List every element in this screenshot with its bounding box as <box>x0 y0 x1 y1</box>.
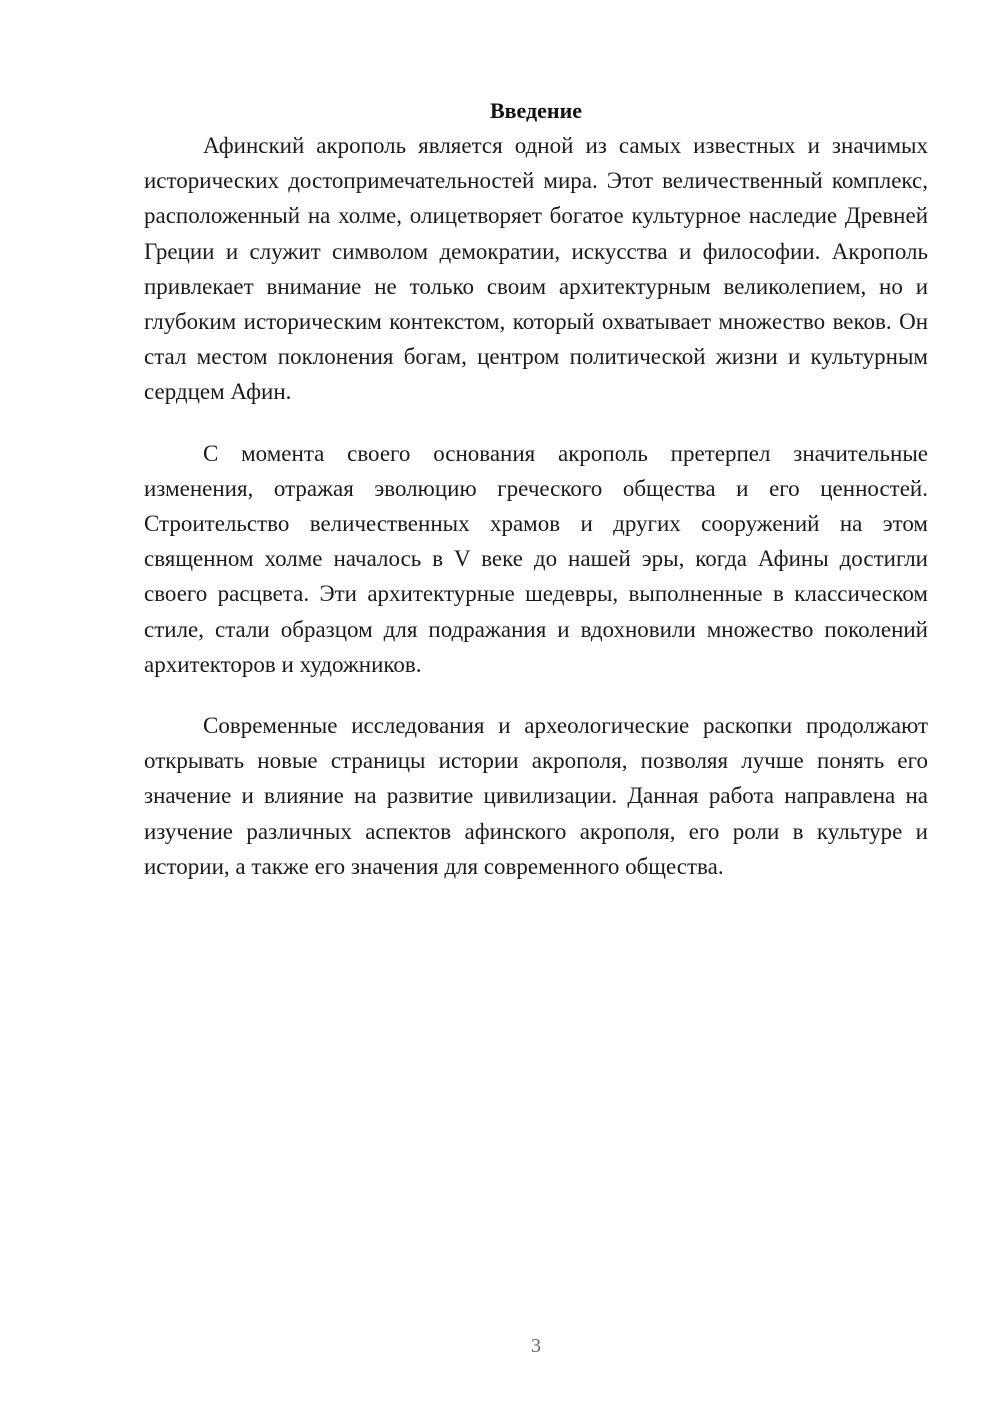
paragraph-2: С момента своего основания акрополь претерпел значительные изменения, отражая эволюцию греческого общества и его ценностей. Строительство величественных храмов и других сооружений на этом священном холме началось в V веке до нашей эры, когда Афины достигли своего расцвета. Эти архитектурные шедевры, выполненные в классическом стиле, стали образцом для подражания и вдохновили множество поколений архитекторов и художников. <box>144 440 928 677</box>
paragraph-1: Афинский акрополь является одной из самых известных и значимых исторических достопримечательностей мира. Этот величественный комплекс, расположенный на холме, олицетворяет богатое культурное наследие Древней Греции и служит символом демократии, искусства и философии. Акрополь привлекает внимание не только своим архитектурным великолепием, но и глубоким историческим контекстом, который охватывает множество веков. Он стал местом поклонения богам, центром политической жизни и культурным сердцем Афин. <box>144 133 928 405</box>
paragraph-3: Современные исследования и археологические раскопки продолжают открывать новые страницы истории акрополя, позволяя лучше понять его значение и влияние на развитие цивилизации. Данная работа направлена на изучение различных аспектов афинского акрополя, его роли в культуре и истории, а также его значения для современного общества. <box>144 713 928 879</box>
page-number: 3 <box>531 1335 541 1357</box>
section-heading: Введение <box>489 98 583 123</box>
page-content <box>144 94 928 884</box>
